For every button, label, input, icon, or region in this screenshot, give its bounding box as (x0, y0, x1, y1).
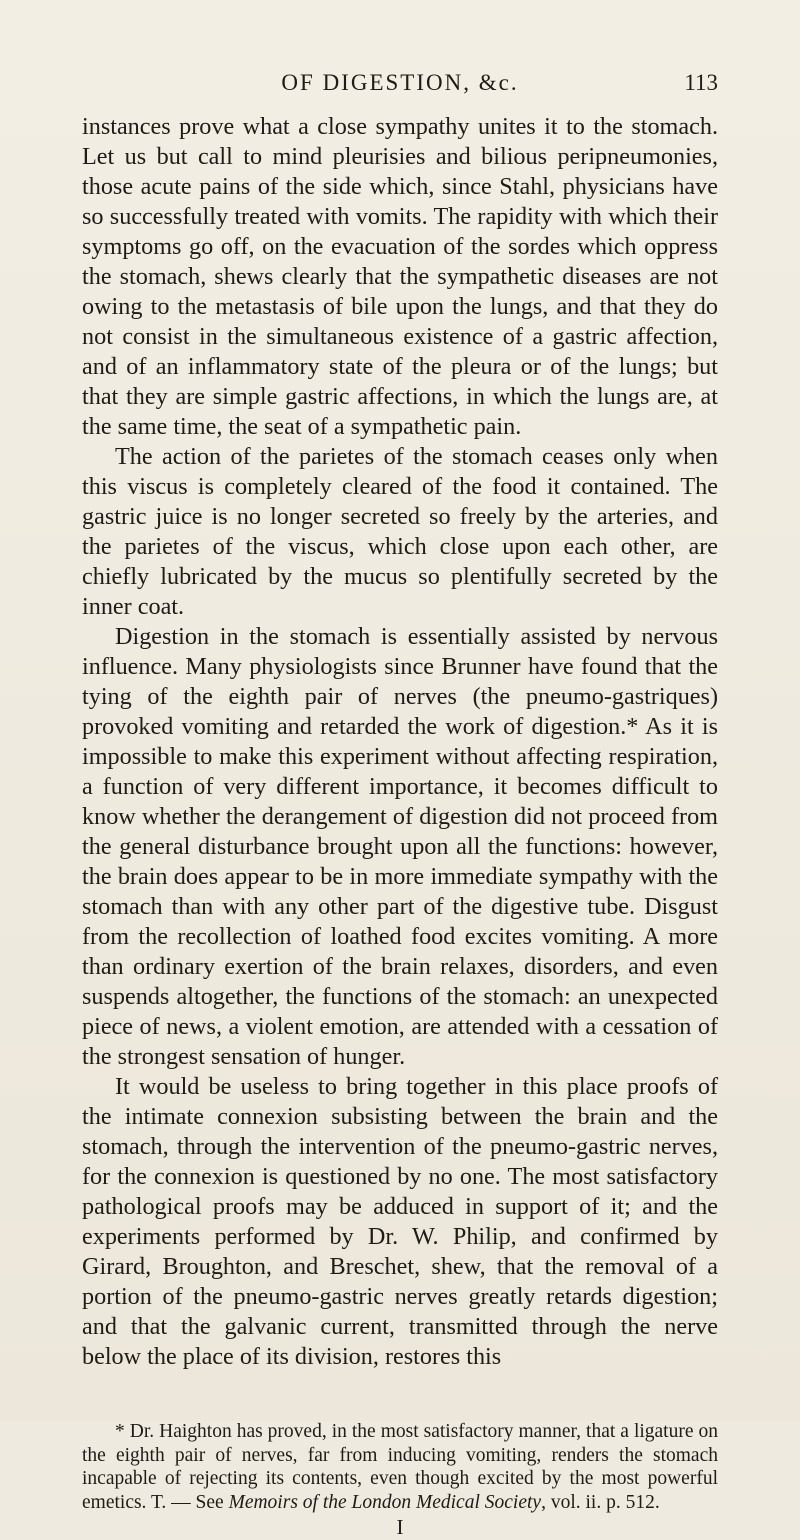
paragraph-2: The action of the parietes of the stomach ceases only when this viscus is completely cleared of the food it contained. The gastric juice is no longer secreted so freely by the arteries, and the parietes of the viscus, which close upon each other, are chiefly lubricated by the mucus so plentifully secreted by the inner coat. (82, 443, 718, 620)
paragraph-3: Digestion in the stomach is essentially assisted by nervous influence. Many physiologists since Brunner have found that the tying of the eighth pair of nerves (the pneumo-gastriques) provoked vomiting and retarded the work of digestion.* As it is impossible to make this experiment without affecting respiration, a function of very different importance, it becomes difficult to know whether the derangement of digestion did not proceed from the general disturbance brought upon all the functions: however, the brain does appear to be in more immediate sympathy with the stomach than with any other part of the digestive tube. Disgust from the recollection of loathed food excites vomiting. A more than ordinary exertion of the brain relaxes, disorders, and even suspends altogether, the functions of the stomach: an unexpected piece of news, a violent emotion, are attended with a cessation of the strongest sensation of hunger. (82, 623, 718, 1070)
footnote (82, 1420, 718, 1514)
main-text (82, 112, 718, 1372)
paragraph-1: instances prove what a close sympathy unites it to the stomach. Let us but call to mind pleurisies and bilious peripneumonies, those acute pains of the side which, since Stahl, physicians have so successfully treated with vomits. The rapidity with which their symptoms go off, on the evacuation of the sordes which oppress the stomach, shews clearly that the sympathetic diseases are not owing to the metastasis of bile upon the lungs, and that they do not consist in the simultaneous existence of a gastric affection, and of an inflammatory state of the pleura or of the lungs; but that they are simple gastric affections, in which the lungs are, at the same time, the seat of a sympathetic pain. (82, 113, 718, 440)
footnotes (82, 1420, 718, 1540)
footnote-text: * Dr. Haighton has proved, in the most satisfactory manner, that a ligature on the eighth pair of nerves, far from inducing vomiting, renders the stomach incapable of rejecting its contents, even though excited by the most powerful emetics. T. — See (82, 1421, 718, 1513)
paragraph-4: It would be useless to bring together in this place proofs of the intimate connexion subsisting between the brain and the stomach, through the intervention of the pneumo-gastric nerves, for the connexion is questioned by no one. The most satisfactory pathological proofs may be adduced in support of it; and the experiments performed by Dr. W. Philip, and confirmed by Girard, Broughton, and Breschet, shew, that the removal of a portion of the pneumo-gastric nerves greatly retards digestion; and that the galvanic current, transmitted through the nerve below the place of its division, restores this (82, 1073, 718, 1370)
running-head (82, 70, 718, 104)
running-head-title: OF DIGESTION, &c. (281, 70, 519, 95)
signature-mark: I (396, 1515, 404, 1539)
footnote-citation-title: Memoirs of the London Medical Society (228, 1491, 542, 1513)
page-number: 113 (684, 70, 718, 95)
footnote-citation-tail: , vol. ii. p. 512. (541, 1491, 660, 1513)
